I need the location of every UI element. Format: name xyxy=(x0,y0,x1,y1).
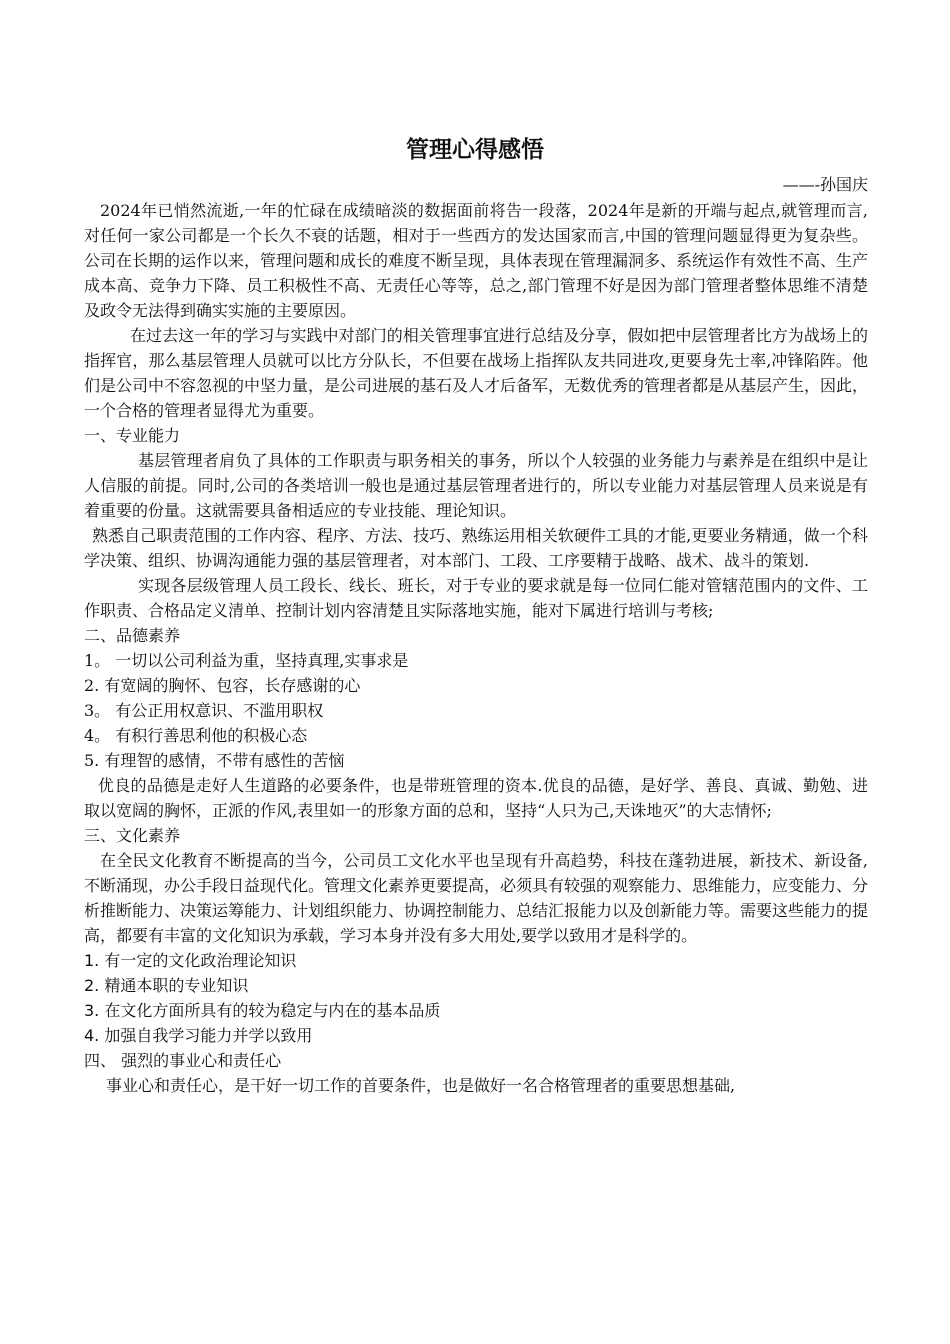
virtue-item-3: 3。 有公正用权意识、不滥用职权 xyxy=(84,701,324,720)
section1-paragraph-1: 基层管理者肩负了具体的工作职责与职务相关的事务，所以个人较强的业务能力与素养是在组织中是让人信服的前提。同时,公司的各类培训一般也是通过基层管理者进行的，所以专业能力对基层管理人员来说是有着重要的份量。这就需要具备相适应的专业技能、理论知识。 xyxy=(84,451,868,520)
culture-item-1: 1. 有一定的文化政治理论知识 xyxy=(84,951,297,970)
culture-item-3: 3. 在文化方面所具有的较为稳定与内在的基本品质 xyxy=(84,1001,441,1020)
section-heading-1: 一、专业能力 xyxy=(84,426,181,445)
virtue-item-2: 2. 有宽阔的胸怀、包容，长存感谢的心 xyxy=(84,676,361,695)
section-heading-3: 三、文化素养 xyxy=(84,826,181,845)
culture-item-2: 2. 精通本职的专业知识 xyxy=(84,976,249,995)
virtue-item-5: 5. 有理智的感情，不带有感性的苦恼 xyxy=(84,751,345,770)
document-body xyxy=(84,198,868,1098)
page-title: 管理心得感悟 xyxy=(406,137,544,163)
section-heading-4: 四、 强烈的事业心和责任心 xyxy=(84,1051,282,1070)
section4-paragraph: 事业心和责任心，是干好一切工作的首要条件，也是做好一名合格管理者的重要思想基础, xyxy=(106,1076,736,1095)
virtue-item-1: 1。 一切以公司利益为重，坚持真理,实事求是 xyxy=(84,651,409,670)
culture-item-4: 4. 加强自我学习能力并学以致用 xyxy=(84,1026,313,1045)
section1-paragraph-3: 实现各层级管理人员工段长、线长、班长，对于专业的要求就是每一位同仁能对管辖范围内的文件、工作职责、合格品定义清单、控制计划内容清楚且实际落地实施，能对下属进行培训与考核; xyxy=(84,576,868,620)
section1-paragraph-2: 熟悉自己职责范围的工作内容、程序、方法、技巧、熟练运用相关软硬件工具的才能,更要业务精通，做一个科学决策、组织、协调沟通能力强的基层管理者，对本部门、工段、工序要精于战略、战术、战斗的策划. xyxy=(84,526,868,570)
virtue-item-4: 4。 有积行善思利他的积极心态 xyxy=(84,726,308,745)
intro-paragraph-2: 在过去这一年的学习与实践中对部门的相关管理事宜进行总结及分享，假如把中层管理者比方为战场上的指挥官，那么基层管理人员就可以比方分队长，不但要在战场上指挥队友共同进攻,更要身先士率,冲锋陷阵。他们是公司中不容忽视的中坚力量，是公司进展的基石及人才后备军，无数优秀的管理者都是从基层产生，因此，一个合格的管理者显得尤为重要。 xyxy=(84,326,869,420)
intro-paragraph-1: 2024年已悄然流逝,一年的忙碌在成绩暗淡的数据面前将告一段落，2024年是新的开端与起点,就管理而言,对任何一家公司都是一个长久不衰的话题，相对于一些西方的发达国家而言,中国的管理问题显得更为复杂些。公司在长期的运作以来，管理问题和成长的难度不断呈现，具体表现在管理漏洞多、系统运作有效性不高、生产成本高、竞争力下降、员工积极性不高、无责任心等等，总之,部门管理不好是因为部门管理者整体思维不清楚及政令无法得到确实实施的主要原因。 xyxy=(84,201,869,320)
section3-paragraph: 在全民文化教育不断提高的当今，公司员工文化水平也呈现有升高趋势，科技在蓬勃进展，新技术、新设备,不断涌现，办公手段日益现代化。管理文化素养更要提高，必须具有较强的观察能力、思维能力，应变能力、分析推断能力、决策运筹能力、计划组织能力、协调控制能力、总结汇报能力以及创新能力等。需要这些能力的提高，都要有丰富的文化知识为承载，学习本身并没有多大用处,要学以致用才是科学的。 xyxy=(84,851,869,945)
section2-paragraph: 优良的品德是走好人生道路的必要条件，也是带班管理的资本.优良的品德，是好学、善良、真诚、勤勉、进取以宽阔的胸怀，正派的作风,表里如一的形象方面的总和，坚持“人只为己,天诛地灭”的大志情怀; xyxy=(84,776,868,820)
section-heading-2: 二、品德素养 xyxy=(84,626,181,645)
author-line: ——-孙国庆 xyxy=(782,175,868,194)
